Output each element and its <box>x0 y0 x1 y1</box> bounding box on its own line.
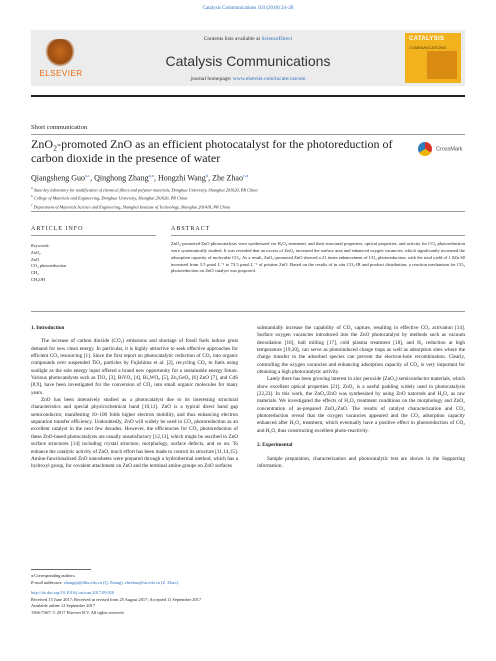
cover-image <box>427 51 457 79</box>
elsevier-wordmark: ELSEVIER <box>39 69 83 78</box>
author-name[interactable]: Hongzhi Wang <box>157 173 206 183</box>
sciencedirect-link[interactable]: ScienceDirect <box>261 36 293 42</box>
abstract-heading: ABSTRACT <box>171 226 211 232</box>
journal-name: Catalysis Communications <box>165 53 331 69</box>
copyright: 1566-7367/ © 2017 Elsevier B.V. All rights reserved. <box>31 609 125 615</box>
affiliation-text: State key laboratory for modification of chemical fibers and polymer materials, Donghua University, Shanghai 201620, PR China <box>33 187 258 193</box>
article-type: Short communication <box>31 124 88 131</box>
body-paragraph: Sample preparation, characterization and photocatalytic test are shown in the Supporting information. <box>257 455 465 469</box>
info-divider <box>31 211 465 212</box>
title-divider <box>31 134 465 135</box>
cover-title: CATALYSIS <box>409 36 445 42</box>
body-paragraph: ZnO has been intensively studied as a photocatalyst due to its interesting structural characteristics and special physicochemical band [10,11]. ZnO is a typical direct band gap semiconductor, manifesting 10–100 folds higher electron mobility, and thus enhancing electron separation transfer efficiency. Undoubtedly, ZnO will widely be used in CO₂ photoreduction as an excellent catalyst in the next few decades. However, the efficiencies for CO₂ photoreduction of these ZnO-based photocatalysts are usually unsatisfactory [12,13], which might be ascribed to ZnO surface structures [14] including crystal structure, morphology, surface defects, and so on. To enhance the catalytic activity of ZnO, much effort has been made to control its structure [11,14,15]. Amine-functionalized ZnO nanosheets were prepared through a hydrothermal method, which has a hydroxyl group, for covalent attachment on ZnO and the terminal amine groups on ZnO surfaces <box>31 397 238 470</box>
affiliation-mark: b <box>31 194 33 199</box>
contents-prefix: Contents lists available at <box>203 36 262 42</box>
keyword: ZnO₂ <box>31 249 41 255</box>
affiliation-list <box>31 185 451 210</box>
homepage-link[interactable]: www.elsevier.com/locate/catcom <box>232 76 306 82</box>
affiliation-text: College of Materials and Engineering, Donghua University, Shanghai 201620, PR China <box>33 195 188 201</box>
author-list: Qiangsheng Guo$^{a,c}$, Qinghong Zhang$^{a,⁎}$, Hongzhi Wang$^b$, Zhe Zhao$^{c,⁎}$ <box>31 173 249 183</box>
article-title: ZnO₂-promoted ZnO as an efficient photocatalyst for the photoreduction of carbon dioxide in the presence of water <box>31 137 393 165</box>
corresponding-note: ⁎ Corresponding authors. <box>31 573 76 578</box>
journal-reference[interactable]: Catalysis Communications 103 (2018) 24–28 <box>202 6 294 11</box>
affiliation-item <box>31 193 451 201</box>
author-affil-mark[interactable]: c,⁎ <box>242 173 249 178</box>
affiliation-mark: a <box>31 186 33 190</box>
author-name[interactable]: Qiangsheng Guo <box>31 173 85 183</box>
abstract-bottom-divider <box>31 311 465 312</box>
keyword: CH₃OH <box>31 276 45 282</box>
author-affil-mark[interactable]: a,⁎ <box>148 173 154 178</box>
section-heading-experimental: 2. Experimental <box>257 442 293 449</box>
author-affil-mark[interactable]: a,c <box>85 173 91 178</box>
article-info-heading: ARTICLE INFO <box>31 226 84 232</box>
keywords-block <box>31 243 66 284</box>
author-name[interactable]: Zhe Zhao <box>212 173 243 183</box>
keyword: ZnO <box>31 256 40 262</box>
section-heading-introduction: 1. Introduction <box>31 325 65 331</box>
cover-subtitle: COMMUNICATIONS <box>409 45 447 50</box>
email-links[interactable]: zhangqh@dhu.edu.cn (Q. Zhang), zhezhao@sit.edu.cn (Z. Zhao). <box>63 579 180 585</box>
footnote-divider <box>31 569 91 570</box>
abstract-divider <box>171 235 465 236</box>
header-divider <box>31 95 465 97</box>
keyword: CH₄ <box>31 270 39 276</box>
available-online: Available online 12 September 2017 <box>31 603 96 608</box>
footnotes <box>31 573 281 616</box>
abstract-text: ZnO₂-promoted ZnO photocatalysts were synthesized via H₂O₂ treatment, and their structural properties, optical properties, and activity for CO₂ photoreduction were systematically studied. It was revealed that an excess of ZnO₂ increased the surface area and enhanced oxygen vacancies, which significantly increased the adsorption capacity of molecular CO₂. As a result, ZnO₂-promoted ZnO showed a 21 times enhancement of CO₂ photoreduction, with the total yield of 1 0Zn 60 increased from 3.5 μmol L⁻¹ to 73.5 μmol L⁻¹ of pristine ZnO. Based on the results of in situ CO₂-IR and product distribution, a reaction mechanism for CO₂ photoreduction on ZnO catalyst was proposed. <box>171 241 465 274</box>
homepage-prefix: journal homepage: <box>190 76 233 82</box>
body-paragraph: The increase of carbon dioxide (CO₂) emissions and shortage of fossil fuels induce great demand for new clean energy. In particular, it is highly attractive to seek effective approaches for efficient CO₂ resourcing [1]. Since the first report on photocatalytic reduction of CO₂ into organic compounds over suspended TiO₂ particles by Fujishima et al. [2], recycling CO₂ to fuels using sunlight as the sole energy input offered a brand new opportunity for a sustainable energy future. Various photocatalysts such as TiO₂ [3], BiVO₄ [4], Bi₂WO₆ [5], Zn₂GeO₄ [6] ZnO [7], and CdS [8,9], have been investigated for the conversion of CO₂ into small organic molecules for many years. <box>31 338 238 396</box>
journal-cover-thumbnail[interactable] <box>405 33 461 83</box>
body-paragraph: Lately there has been growing interest in zinc peroxide (ZnO₂) semiconductor materials, which show excellent optical properties [21]. ZnO₂ is a useful padding widely used in photocatalysis [22,23]. In this work, the ZnO₂/ZnO was synthesized by using ZnO natorods and H₂O₂ as raw materials. We investigated the effects of H₂O₂ treatment conditions on the morphology and ZnO₂ concentration of as-prepared ZnO₂/ZnO. The results of catalyst characterization and CO₂ photoreduction reveal that the oxygen vacancies appeared and the CO₂ adsorption capacity enhanced after H₂O₂ treatment, which eventually have a positive effect in photoreduction of CO₂ and H₂O, thus constructing excellent photo-reactivity. <box>257 376 465 434</box>
affiliation-item <box>31 185 451 193</box>
crossmark-label: CrossMark <box>436 146 463 153</box>
article-info-divider <box>31 235 156 236</box>
keywords-label: Keywords: <box>31 243 50 248</box>
author-name[interactable]: Qinghong Zhang <box>94 173 149 183</box>
doi-link[interactable]: http://dx.doi.org/10.1016/j.catcom.2017.09.010 <box>31 590 115 595</box>
body-paragraph: substantially increase the capability of CO₂ capture, resulting in effective CO₂ activation [14]. Surface oxygen vacancies introduced into the ZnO photocatalyst by methods such as vacuum deoxidation [16], ball milling [17], cold plasma treatment [18], and H₂ reduction at high temperature [19,20], can serve as photoinduced charge traps as well as adsorption sites where the charge transfer to the adsorbed species can prevent the electron-hole recombination. Clearly, controlling the oxygen vacancies and enhancing adsorption capacity of CO₂ is very important for obtaining a high photocatalytic activity. <box>257 325 465 376</box>
received-dates: Received 15 June 2017; Received in revised form 25 August 2017; Accepted 11 September 2017 <box>31 596 202 602</box>
author-affil-mark[interactable]: b <box>205 173 209 178</box>
crossmark-icon <box>418 142 432 156</box>
email-label: E-mail addresses: <box>31 579 64 585</box>
affiliation-mark: c <box>31 202 33 207</box>
affiliation-text: Department of Materials Science and Engineering, Shanghai Institute of Technology, Shanghai 201418, PR China <box>33 204 231 210</box>
body-column-right <box>257 325 465 470</box>
keyword: CO₂ photoreduction <box>31 263 67 269</box>
affiliation-item <box>31 202 451 210</box>
body-column-left <box>31 325 238 471</box>
crossmark-button[interactable] <box>418 140 463 158</box>
